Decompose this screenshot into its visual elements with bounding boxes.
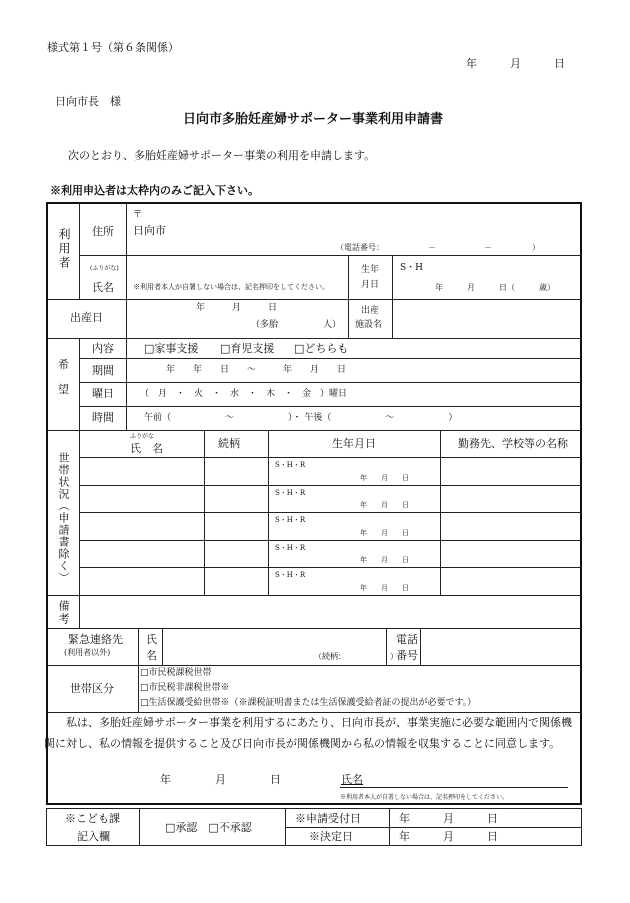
household-row-4-date[interactable]: 年 月 日 (360, 556, 409, 564)
decision-label: ※決定日 (309, 830, 353, 843)
furigana-label: (ふりがな) (90, 265, 119, 272)
consent-line-1: 私は、多胎妊産婦サポーター事業を利用するにあたり、日向市長が、事業実施に必要な範囲内で関係機 (66, 716, 572, 729)
tax-option-taxable[interactable]: □市民税課税世帯 (140, 668, 212, 678)
date-line: 年 月 日 (466, 57, 565, 70)
delivery-label: 出産日 (70, 311, 103, 324)
household-row-3-era: S・H・R (275, 516, 306, 524)
tax-label: 世帯区分 (70, 682, 114, 695)
facility-label-1: 出産 (361, 306, 380, 316)
birth-fields[interactable]: 年 月 日（ 歳） (435, 283, 555, 292)
household-name-header: 氏 名 (130, 442, 163, 455)
period-label: 期間 (92, 364, 114, 377)
seal-note: ※利用者本人が自署しない場合は、記名押印をしてください。 (133, 283, 329, 291)
birth-label-1: 生年 (361, 265, 380, 275)
period-value[interactable]: 年 年 日 ～ 年 月 日 (166, 365, 347, 375)
weekday-label: 曜日 (92, 387, 114, 400)
birth-label-2: 月日 (361, 280, 380, 290)
postal-mark: 〒 (133, 210, 143, 220)
option-both[interactable]: □どちらも (294, 342, 349, 355)
weekday-value[interactable]: （ 月 ・ 火 ・ 水 ・ 木 ・ 金 ）曜日 (140, 389, 348, 399)
tax-option-nontaxable[interactable]: □市民税非課税世帯※ (140, 683, 230, 693)
facility-label-2: 施設名 (355, 320, 383, 330)
household-row-3-date[interactable]: 年 月 日 (360, 529, 409, 537)
consent-name-label: 氏名 (341, 773, 363, 786)
household-birth-header: 生年月日 (332, 437, 376, 450)
birth-era: S・H (400, 263, 424, 273)
household-row-4-era: S・H・R (275, 544, 306, 552)
application-form (46, 202, 582, 805)
decision-date[interactable]: 年 月 日 (399, 830, 498, 843)
tax-option-welfare[interactable]: □生活保護受給世帯※（※課税証明書または生活保護受給者証の提出が必要です。） (140, 698, 477, 708)
option-childcare[interactable]: □育児支援 (220, 342, 275, 355)
emergency-sublabel: (利用者以外) (64, 648, 111, 657)
office-label-2: 記入欄 (77, 830, 110, 843)
option-housework[interactable]: □家事支援 (144, 342, 199, 355)
emergency-name-label-1: 氏 (146, 633, 157, 646)
household-row-1-era: S・H・R (275, 461, 306, 469)
household-row-2-era: S・H・R (275, 489, 306, 497)
addressee: 日向市長 様 (55, 95, 121, 108)
wish-label-2: 望 (58, 383, 69, 396)
intro-text: 次のとおり、多胎妊産婦サポーター事業の利用を申請します。 (68, 149, 376, 162)
office-use-box (46, 808, 582, 846)
emergency-phone-label-1: 電話 (396, 633, 418, 646)
emergency-name-label-2: 名 (146, 649, 157, 662)
emergency-phone-label-2: 番号 (396, 649, 418, 662)
applicant-section-label: 利用者 (57, 228, 71, 270)
address-city: 日向市 (133, 224, 166, 237)
household-work-header: 勤務先、学校等の名称 (458, 437, 568, 450)
consent-line-2: 関に対し、私の情報を提供すること及び日向市長が関係機関から私の情報を収集することに同意します。 (44, 737, 561, 750)
office-label-1: ※こども課 (65, 812, 120, 825)
address-label: 住所 (92, 225, 114, 238)
delivery-date[interactable]: 年 月 日 (196, 303, 278, 313)
name-label: 氏名 (92, 281, 114, 294)
emergency-label: 緊急連絡先 (68, 633, 123, 646)
form-number: 様式第１号（第６条関係） (47, 41, 179, 54)
household-relation-header: 続柄 (218, 437, 240, 450)
received-date[interactable]: 年 月 日 (399, 812, 498, 825)
emergency-relation[interactable]: （続柄： ） (314, 652, 398, 661)
time-label: 時間 (92, 411, 114, 424)
approval-options[interactable]: □承認 □不承認 (165, 821, 252, 834)
time-value[interactable]: 午前（ ～ ）・ 午後（ ～ ） (144, 413, 458, 423)
received-label: ※申請受付日 (295, 812, 361, 825)
phone-field[interactable]: （電話番号： － － ） (336, 243, 540, 252)
wish-label-1: 希 (58, 358, 69, 371)
consent-date[interactable]: 年 月 日 (160, 773, 281, 786)
household-row-1-date[interactable]: 年 月 日 (360, 474, 409, 482)
household-row-2-date[interactable]: 年 月 日 (360, 501, 409, 509)
multiple-count[interactable]: （多胎 人） (251, 320, 342, 330)
instruction-note: ※利用申込者は太枠内のみご記入下さい。 (50, 184, 259, 197)
content-label: 内容 (92, 342, 114, 355)
remarks-label: 備考 (57, 600, 70, 626)
household-section-label: 世帯状況（申請書除く） (57, 452, 70, 584)
page-title: 日向市多胎妊産婦サポーター事業利用申請書 (183, 112, 444, 127)
household-furigana: ふりがな (130, 433, 155, 440)
household-row-5-date[interactable]: 年 月 日 (360, 584, 409, 592)
household-row-5-era: S・H・R (275, 571, 306, 579)
consent-seal-note: ※利用者本人が自署しない場合は、記名押印をしてください。 (340, 794, 509, 801)
